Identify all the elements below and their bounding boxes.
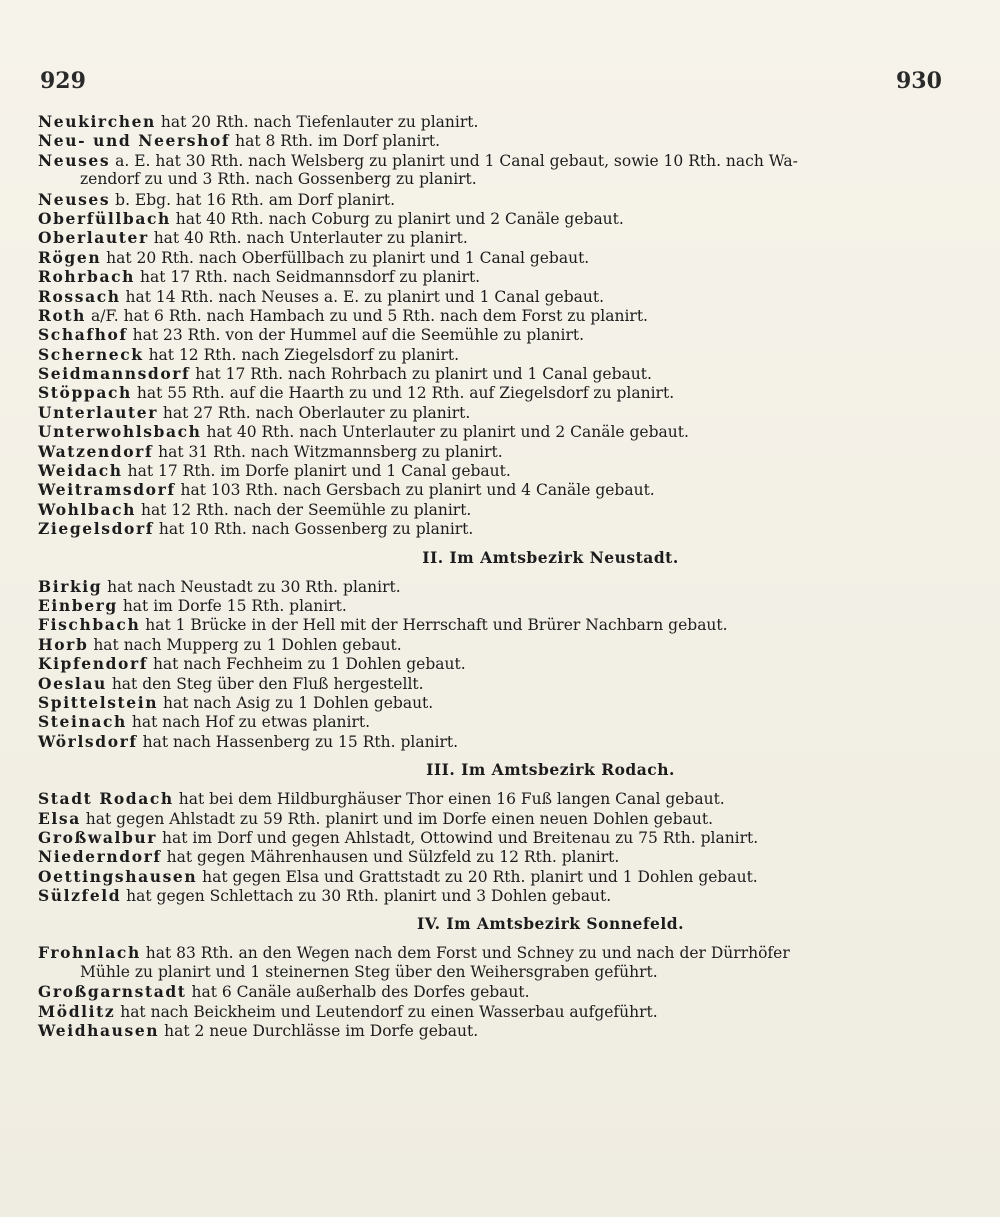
place-name: Stöppach bbox=[38, 383, 132, 403]
text-line bbox=[38, 151, 943, 170]
entry-text: hat 14 Rth. nach Neuses a. E. zu planirt und 1 Canal gebaut. bbox=[120, 287, 605, 306]
place-name: Sülzfeld bbox=[38, 886, 122, 906]
place-name: Scherneck bbox=[38, 344, 144, 364]
entry-text: hat 40 Rth. nach Coburg zu planirt und 2 Canäle gebaut. bbox=[170, 209, 624, 228]
place-name: Weidach bbox=[38, 461, 123, 481]
place-name: Kipfendorf bbox=[38, 654, 149, 674]
place-name: Einberg bbox=[38, 595, 118, 615]
text-line bbox=[38, 403, 943, 422]
text-line bbox=[38, 480, 943, 499]
entry-text: hat 27 Rth. nach Oberlauter zu planirt. bbox=[157, 403, 471, 422]
text-line bbox=[38, 943, 943, 962]
place-name: Birkig bbox=[38, 576, 103, 596]
place-name: Wohlbach bbox=[38, 499, 137, 519]
entry-text: hat gegen Mährenhausen und Sülzfeld zu 12 Rth. planirt. bbox=[161, 848, 620, 867]
text-line bbox=[38, 364, 943, 383]
text-line bbox=[38, 596, 943, 615]
section-2-list bbox=[38, 577, 943, 752]
text-line bbox=[38, 963, 943, 982]
entry-text: hat 55 Rth. auf die Haarth zu und 12 Rth. auf Ziegelsdorf zu planirt. bbox=[131, 384, 675, 403]
entry-text: hat 20 Rth. nach Oberfüllbach zu planirt und 1 Canal gebaut. bbox=[101, 248, 590, 267]
entry-text: hat 12 Rth. nach der Seemühle zu planirt. bbox=[136, 500, 472, 519]
section-heading-neustadt: II. Im Amtsbezirk Neustadt. bbox=[422, 547, 679, 567]
text-line bbox=[38, 828, 943, 847]
entry-text: hat 1 Brücke in der Hell mit der Herrschaft und Brürer Nachbarn gebaut. bbox=[140, 616, 728, 635]
text-line bbox=[38, 209, 943, 228]
place-name: Horb bbox=[38, 634, 89, 654]
text-line bbox=[38, 867, 943, 886]
entry-text: hat 8 Rth. im Dorf planirt. bbox=[230, 132, 441, 151]
page-number-left: 929 bbox=[40, 68, 86, 94]
text-line bbox=[38, 287, 943, 306]
text-line bbox=[38, 112, 943, 131]
place-name: Steinach bbox=[38, 712, 127, 732]
entry-text: hat nach Fechheim zu 1 Dohlen gebaut. bbox=[148, 655, 466, 674]
text-line bbox=[38, 1002, 943, 1021]
text-line bbox=[38, 847, 943, 866]
place-name: Großgarnstadt bbox=[38, 982, 187, 1002]
entry-text: hat gegen Elsa und Grattstadt zu 20 Rth. planirt und 1 Dohlen gebaut. bbox=[197, 867, 758, 886]
text-line bbox=[38, 982, 943, 1001]
place-name: Frohnlach bbox=[38, 943, 141, 963]
text-line bbox=[38, 383, 943, 402]
place-name: Neuses bbox=[38, 189, 111, 209]
entry-text: hat 10 Rth. nach Gossenberg zu planirt. bbox=[154, 520, 474, 539]
text-line bbox=[38, 809, 943, 828]
place-name: Fischbach bbox=[38, 615, 141, 635]
entry-text: hat 40 Rth. nach Unterlauter zu planirt. bbox=[148, 229, 468, 248]
text-line bbox=[38, 732, 943, 751]
section-3-list bbox=[38, 789, 943, 905]
section-4-list bbox=[38, 943, 943, 1040]
place-name: Neukirchen bbox=[38, 112, 156, 131]
section-heading-rodach: III. Im Amtsbezirk Rodach. bbox=[426, 760, 675, 780]
entry-text: hat 23 Rth. von der Hummel auf die Seemühle zu planirt. bbox=[127, 326, 585, 345]
place-name: Seidmannsdorf bbox=[38, 364, 191, 384]
entry-text: hat 17 Rth. nach Rohrbach zu planirt und 1 Canal gebaut. bbox=[190, 365, 652, 384]
entry-text: hat nach Hassenberg zu 15 Rth. planirt. bbox=[137, 732, 459, 751]
entry-text: hat 6 Canäle außerhalb des Dorfes gebaut. bbox=[186, 983, 530, 1002]
place-name: Weidhausen bbox=[38, 1021, 160, 1041]
place-name: Watzendorf bbox=[38, 441, 154, 461]
place-name: Stadt Rodach bbox=[38, 789, 174, 809]
entry-text: b. Ebg. hat 16 Rth. am Dorf planirt. bbox=[110, 190, 396, 209]
entry-text: hat nach Hof zu etwas planirt. bbox=[126, 713, 371, 732]
text-line bbox=[38, 712, 943, 731]
entry-text: Mühle zu planirt und 1 steinernen Steg über den Weihersgraben geführt. bbox=[80, 962, 658, 981]
text-line bbox=[38, 1021, 943, 1040]
entry-text: hat 17 Rth. nach Seidmannsdorf zu planirt. bbox=[135, 268, 481, 287]
entry-text: hat 12 Rth. nach Ziegelsdorf zu planirt. bbox=[143, 345, 460, 364]
place-name: Rossach bbox=[38, 286, 121, 306]
place-name: Unterwohlsbach bbox=[38, 422, 202, 442]
text-line bbox=[38, 422, 943, 441]
text-line bbox=[38, 789, 943, 808]
place-name: Roth bbox=[38, 305, 87, 325]
place-name: Rögen bbox=[38, 247, 102, 267]
place-name: Spittelstein bbox=[38, 692, 159, 712]
text-line bbox=[38, 635, 943, 654]
entry-text: hat 20 Rth. nach Tiefenlauter zu planirt. bbox=[155, 113, 479, 131]
document-body bbox=[38, 112, 943, 1040]
place-name: Wörlsdorf bbox=[38, 731, 138, 751]
entry-text: hat 31 Rth. nach Witzmannsberg zu planirt. bbox=[153, 442, 503, 461]
entry-text: zendorf zu und 3 Rth. nach Gossenberg zu planirt. bbox=[80, 170, 477, 189]
entry-text: hat bei dem Hildburghäuser Thor einen 16 Fuß langen Canal gebaut. bbox=[173, 790, 725, 809]
section-1-list bbox=[38, 112, 943, 539]
text-line bbox=[38, 190, 943, 209]
place-name: Neu- und Neershof bbox=[38, 131, 231, 151]
text-line bbox=[38, 170, 943, 189]
text-line bbox=[38, 306, 943, 325]
entry-text: a. E. hat 30 Rth. nach Welsberg zu planirt und 1 Canal gebaut, sowie 10 Rth. nach Wa- bbox=[110, 151, 798, 170]
place-name: Unterlauter bbox=[38, 402, 158, 422]
place-name: Großwalbur bbox=[38, 827, 158, 847]
place-name: Oettingshausen bbox=[38, 866, 198, 886]
entry-text: hat gegen Schlettach zu 30 Rth. planirt und 3 Dohlen gebaut. bbox=[121, 887, 612, 906]
text-line bbox=[38, 519, 943, 538]
entry-text: hat nach Mupperg zu 1 Dohlen gebaut. bbox=[88, 635, 402, 654]
entry-text: hat im Dorfe 15 Rth. planirt. bbox=[117, 596, 347, 615]
entry-text: hat 83 Rth. an den Wegen nach dem Forst und Schney zu und nach der Dürrhöfer bbox=[140, 944, 790, 963]
entry-text: hat nach Neustadt zu 30 Rth. planirt. bbox=[102, 577, 401, 596]
place-name: Neuses bbox=[38, 150, 111, 170]
text-line bbox=[38, 325, 943, 344]
text-line bbox=[38, 345, 943, 364]
text-line bbox=[38, 674, 943, 693]
section-heading-sonnefeld: IV. Im Amtsbezirk Sonnefeld. bbox=[417, 914, 684, 934]
text-line bbox=[38, 267, 943, 286]
entry-text: hat 103 Rth. nach Gersbach zu planirt und 4 Canäle gebaut. bbox=[175, 481, 655, 500]
place-name: Rohrbach bbox=[38, 267, 136, 287]
entry-text: hat nach Beickheim und Leutendorf zu einen Wasserbau aufgeführt. bbox=[115, 1002, 658, 1021]
entry-text: a/F. hat 6 Rth. nach Hambach zu und 5 Rth. nach dem Forst zu planirt. bbox=[86, 306, 648, 325]
place-name: Elsa bbox=[38, 808, 81, 828]
place-name: Oeslau bbox=[38, 673, 107, 693]
entry-text: hat den Steg über den Fluß hergestellt. bbox=[106, 674, 424, 693]
place-name: Oberlauter bbox=[38, 228, 149, 248]
text-line bbox=[38, 228, 943, 247]
text-line bbox=[38, 248, 943, 267]
text-line bbox=[38, 461, 943, 480]
place-name: Niederndorf bbox=[38, 847, 162, 867]
page-number-right: 930 bbox=[896, 68, 942, 94]
entry-text: hat 40 Rth. nach Unterlauter zu planirt und 2 Canäle gebaut. bbox=[201, 423, 689, 442]
text-line bbox=[38, 886, 943, 905]
place-name: Ziegelsdorf bbox=[38, 519, 154, 539]
place-name: Schafhof bbox=[38, 325, 128, 345]
text-line bbox=[38, 442, 943, 461]
text-line bbox=[38, 693, 943, 712]
entry-text: hat nach Asig zu 1 Dohlen gebaut. bbox=[158, 693, 434, 712]
text-line bbox=[38, 654, 943, 673]
entry-text: hat gegen Ahlstadt zu 59 Rth. planirt und im Dorfe einen neuen Dohlen gebaut. bbox=[80, 809, 713, 828]
entry-text: hat 2 neue Durchlässe im Dorfe gebaut. bbox=[159, 1022, 479, 1041]
text-line bbox=[38, 500, 943, 519]
place-name: Oberfüllbach bbox=[38, 208, 171, 228]
entry-text: hat 17 Rth. im Dorfe planirt und 1 Canal gebaut. bbox=[122, 462, 511, 481]
entry-text: hat im Dorf und gegen Ahlstadt, Ottowind und Breitenau zu 75 Rth. planirt. bbox=[157, 828, 759, 847]
place-name: Weitramsdorf bbox=[38, 480, 176, 500]
text-line bbox=[38, 615, 943, 634]
place-name: Mödlitz bbox=[38, 1001, 116, 1021]
text-line bbox=[38, 577, 943, 596]
text-line bbox=[38, 131, 943, 150]
